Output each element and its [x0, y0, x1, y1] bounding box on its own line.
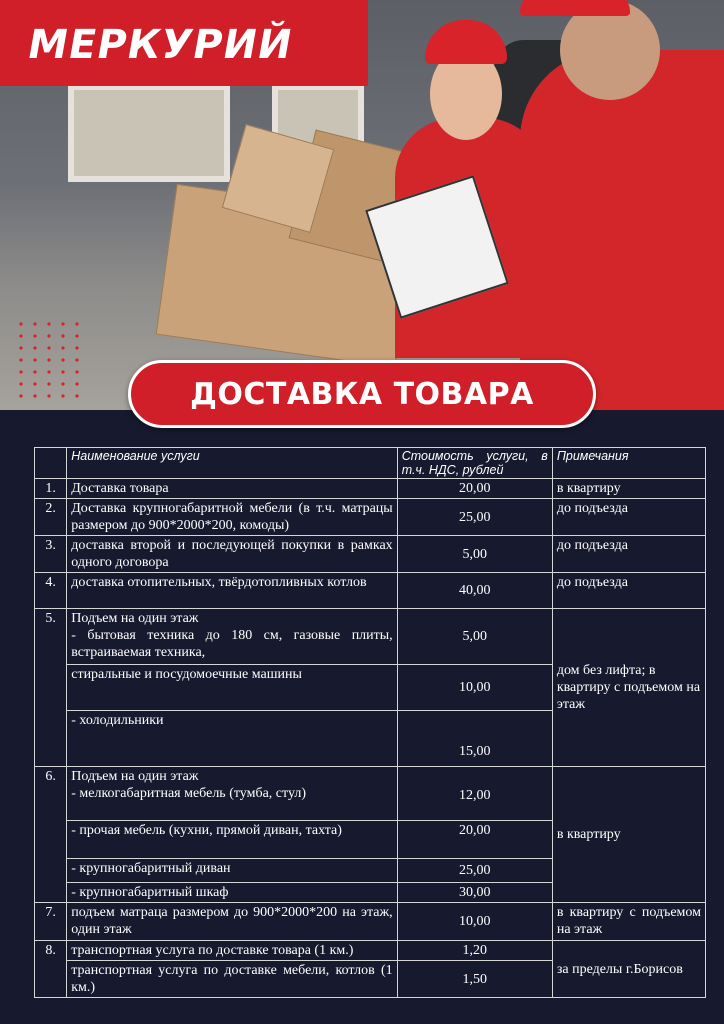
service-note: до подъезда	[552, 573, 705, 609]
service-note: в квартиру с подъемом на этаж	[552, 903, 705, 941]
header-note: Примечания	[552, 448, 705, 479]
row-num: 6.	[35, 767, 67, 903]
title-banner	[128, 360, 596, 428]
service-name: транспортная услуга по доставке мебели, котлов (1 км.)	[67, 961, 397, 998]
service-price: 15,00	[397, 711, 552, 767]
courier-left-cap	[425, 20, 507, 64]
table-row	[35, 479, 706, 499]
service-item: - холодильники	[67, 711, 397, 767]
table-row	[35, 903, 706, 941]
service-price: 25,00	[397, 499, 552, 536]
service-price: 5,00	[397, 609, 552, 665]
table-header-row	[35, 448, 706, 479]
group-heading: Подъем на один этаж	[71, 611, 199, 626]
table-row	[35, 573, 706, 609]
service-price: 25,00	[397, 859, 552, 883]
header-num	[35, 448, 67, 479]
service-name: доставка второй и последующей покупки в рамках одного договора	[67, 536, 397, 573]
service-item: - крупногабаритный шкаф	[67, 883, 397, 903]
service-price: 20,00	[397, 821, 552, 859]
service-name: подъем матраца размером до 900*2000*200 на этаж, один этаж	[67, 903, 397, 941]
header-cost: Стоимость услуги, в т.ч. НДС, рублей	[397, 448, 552, 479]
service-price: 10,00	[397, 665, 552, 711]
service-name	[67, 767, 397, 821]
service-note: до подъезда	[552, 499, 705, 536]
service-note: в квартиру	[552, 479, 705, 499]
background-window	[68, 84, 230, 182]
table-row	[35, 536, 706, 573]
brand-logo: МЕРКУРИЙ	[23, 22, 297, 68]
service-item: стиральные и посудомоечные машины	[67, 665, 397, 711]
service-price: 12,00	[397, 767, 552, 821]
service-price: 1,50	[397, 961, 552, 998]
row-num: 4.	[35, 573, 67, 609]
service-name: Доставка товара	[67, 479, 397, 499]
service-item: - мелкогабаритная мебель (тумба, стул)	[71, 786, 306, 801]
service-name	[67, 609, 397, 665]
group-heading: Подъем на один этаж	[71, 769, 199, 784]
service-note: дом без лифта; в квартиру с подъемом на этаж	[552, 609, 705, 767]
service-name: доставка отопительных, твёрдотопливных котлов	[67, 573, 397, 609]
row-num: 8.	[35, 941, 67, 998]
logo-bar	[0, 0, 368, 86]
table-row	[35, 941, 706, 961]
service-note: до подъезда	[552, 536, 705, 573]
price-table	[34, 447, 706, 998]
row-num: 5.	[35, 609, 67, 767]
row-num: 7.	[35, 903, 67, 941]
service-item: - прочая мебель (кухни, прямой диван, тахта)	[67, 821, 397, 859]
courier-right-cap	[520, 0, 630, 16]
dot-pattern	[14, 318, 84, 402]
service-price: 20,00	[397, 479, 552, 499]
page-title: ДОСТАВКА ТОВАРА	[190, 376, 534, 412]
row-num: 2.	[35, 499, 67, 536]
service-name: Доставка крупногабаритной мебели (в т.ч. матрацы размером до 900*2000*200, комоды)	[67, 499, 397, 536]
service-item: - крупногабаритный диван	[67, 859, 397, 883]
service-note: за пределы г.Борисов	[552, 941, 705, 998]
service-price: 1,20	[397, 941, 552, 961]
service-note: в квартиру	[552, 767, 705, 903]
service-price: 30,00	[397, 883, 552, 903]
table-row	[35, 767, 706, 821]
table-row	[35, 499, 706, 536]
row-num: 3.	[35, 536, 67, 573]
service-price: 40,00	[397, 573, 552, 609]
table-row	[35, 609, 706, 665]
header-name: Наименование услуги	[67, 448, 397, 479]
service-price: 5,00	[397, 536, 552, 573]
service-price: 10,00	[397, 903, 552, 941]
service-item: - бытовая техника до 180 см, газовые плиты, встраиваемая техника,	[71, 628, 393, 660]
courier-right	[520, 50, 724, 410]
row-num: 1.	[35, 479, 67, 499]
service-name: транспортная услуга по доставке товара (1 км.)	[67, 941, 397, 961]
